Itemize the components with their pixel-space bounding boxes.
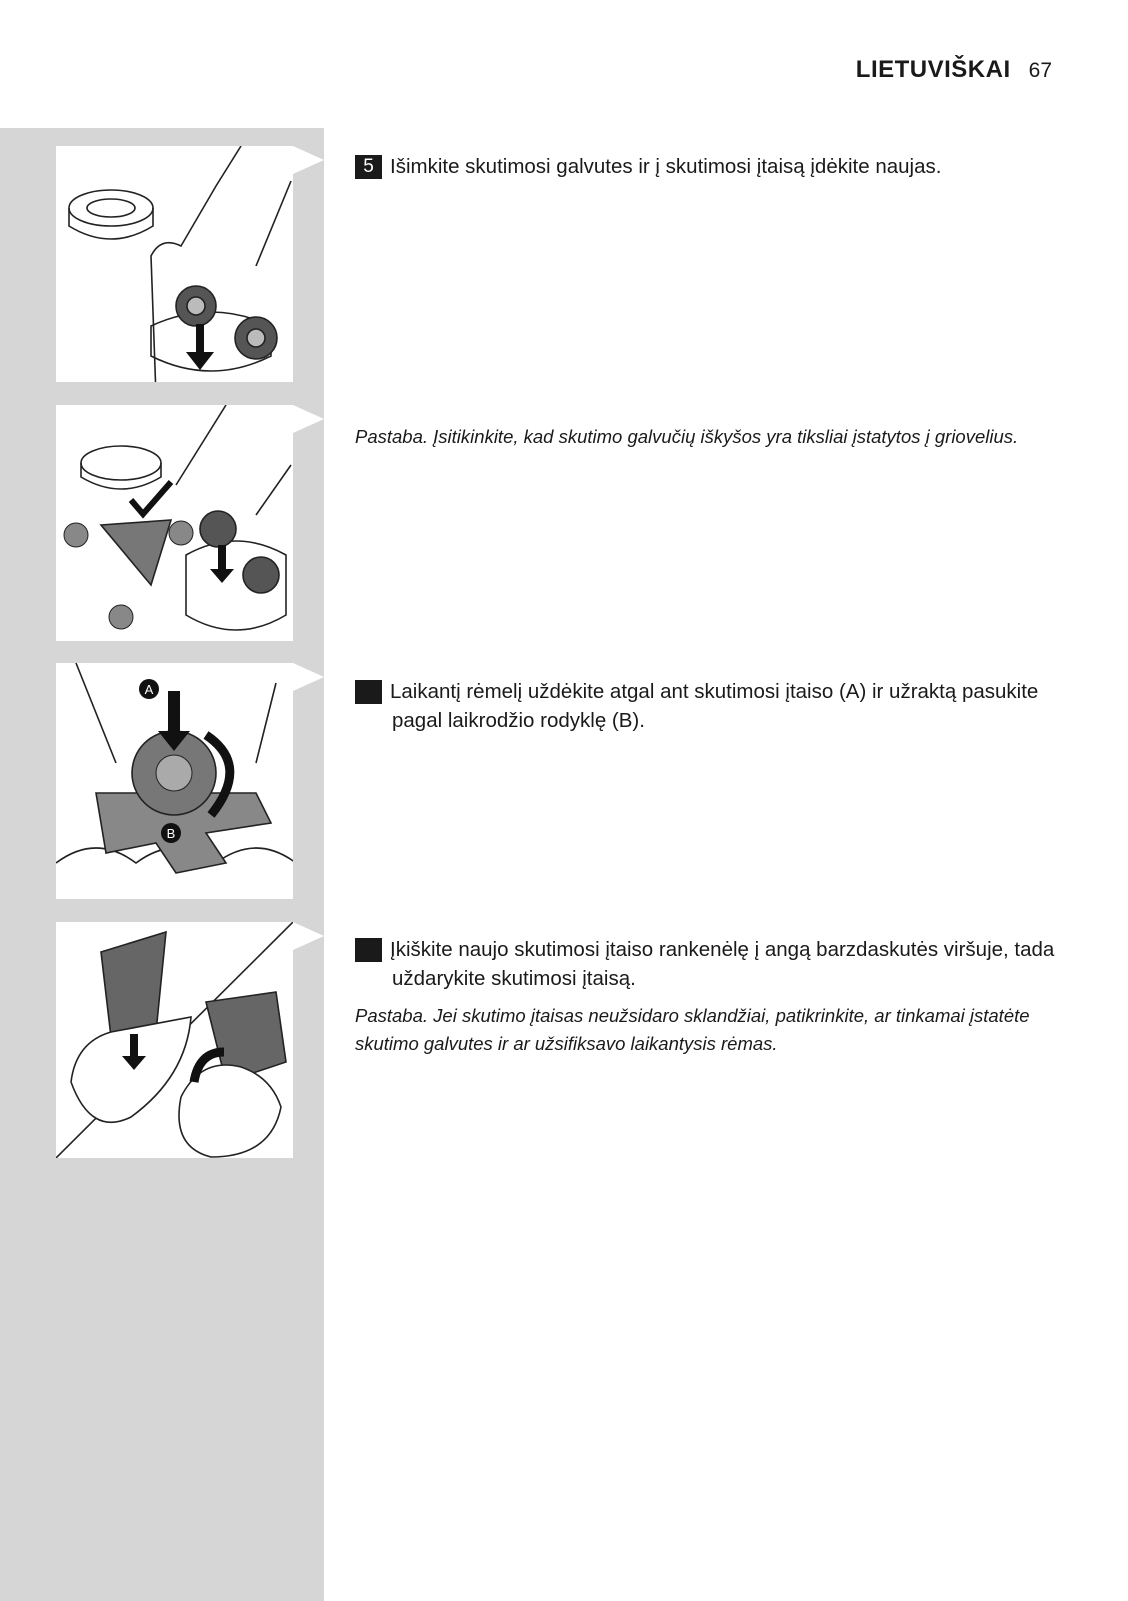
figure-pointer bbox=[293, 405, 324, 433]
svg-text:B: B bbox=[166, 826, 176, 841]
step-5 bbox=[355, 152, 1055, 181]
retaining-frame-illustration bbox=[56, 405, 293, 641]
step-number-badge: 7 bbox=[355, 938, 382, 962]
step-number-badge: 6 bbox=[355, 680, 382, 704]
step-6 bbox=[344, 677, 1092, 735]
figure-close-unit bbox=[56, 922, 293, 1158]
figure-pointer bbox=[293, 663, 324, 691]
frame-shape bbox=[101, 520, 171, 585]
figure-remove-heads bbox=[56, 146, 293, 382]
step-7 bbox=[344, 935, 1092, 993]
note-close-check: Pastaba. Jei skutimo įtaisas neužsidaro sklandžiai, patikrinkite, ar tinkamai įstatėte skutimo galvutes ir ar užsifiksavo laikantysis rėmas. bbox=[355, 1005, 1030, 1054]
step-text: Išimkite skutimosi galvutes ir į skutimosi įtaisą įdėkite naujas. bbox=[390, 155, 942, 178]
note-heads-fit: Pastaba. Įsitikinkite, kad skutimo galvučių iškyšos yra tiksliai įstatytos į griovelius. bbox=[355, 426, 1019, 447]
page-number: 67 bbox=[1028, 59, 1052, 82]
page-header bbox=[856, 56, 1052, 84]
frame-lock-illustration bbox=[56, 663, 293, 899]
step-text: Įkiškite naujo skutimosi įtaiso rankenėlę į angą barzdaskutės viršuje, tada uždarykite skutimosi įtaisą. bbox=[390, 938, 1055, 990]
figure-attach-frame bbox=[56, 663, 293, 899]
step-text: Laikantį rėmelį uždėkite atgal ant skutimosi įtaiso (A) ir užraktą pasukite pagal laikrodžio rodyklę (B). bbox=[390, 680, 1039, 732]
step-number-badge: 5 bbox=[355, 155, 382, 179]
figure-check-heads bbox=[56, 405, 293, 641]
insert-unit-illustration bbox=[56, 922, 293, 1158]
language-heading: LIETUVIŠKAI bbox=[855, 56, 1011, 83]
shaver-heads-illustration bbox=[56, 146, 293, 382]
figure-pointer bbox=[293, 146, 324, 174]
figure-pointer bbox=[293, 922, 324, 950]
svg-text:A: A bbox=[144, 682, 154, 697]
